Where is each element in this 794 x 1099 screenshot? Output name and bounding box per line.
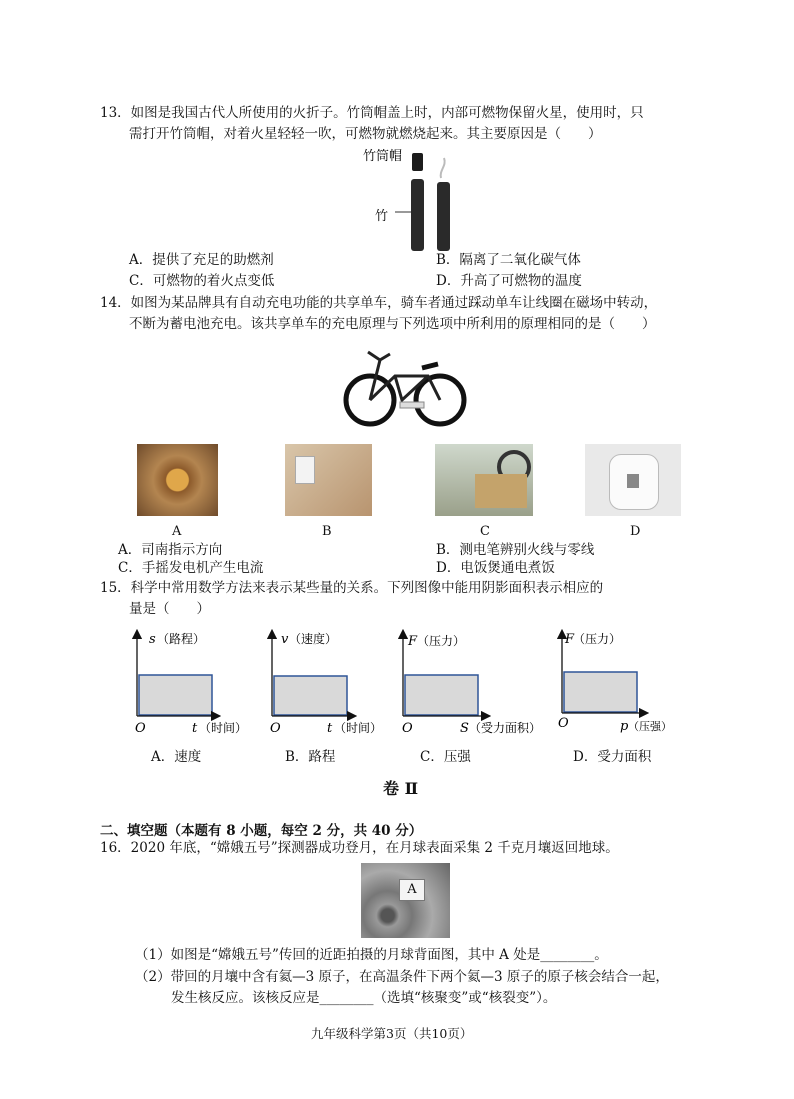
graph-caption-b: B．路程 [285,749,336,765]
q15-stem-line1: 15．科学中常用数学方法来表示某些量的关系。下列图像中能用阴影面积表示相应的 [100,580,604,596]
q16-sub2-line2: 发生核反应。该核反应是________（选填“核聚变”或“核裂变”）。 [171,990,557,1006]
svg-text:t: t [327,721,333,736]
graph-c [398,626,548,738]
svg-text:（速度）: （速度） [289,632,338,646]
svg-text:F: F [565,632,575,647]
q13-stem-line1: 13．如图是我国古代人所使用的火折子。竹筒帽盖上时，内部可燃物保留火星，使用时，只 [100,105,644,121]
part-title: 二、填空题（本题有 8 小题，每空 2 分，共 40 分） [100,823,423,839]
svg-text:v: v [281,632,289,647]
q13-stem-line2: 需打开竹筒帽，对着火星轻轻一吹，可燃物就燃烧起来。其主要原因是（ ） [129,126,602,142]
img-label-b: B [322,524,332,539]
svg-text:（路程）: （路程） [157,632,206,646]
q14-stem-line1: 14．如图为某品牌具有自动充电功能的共享单车，骑车者通过踩动单车让线圈在磁场中转动， [100,295,658,311]
moon-surface-image [361,863,450,938]
svg-text:（压强）: （压强） [628,720,672,733]
svg-text:O: O [270,721,281,736]
q14-option-c: C．手摇发电机产生电流 [118,560,264,576]
svg-text:F: F [408,634,418,649]
volume-title: 卷 Ⅱ [383,779,419,798]
svg-text:（时间）: （时间） [199,721,248,735]
q13-option-a: A．提供了充足的助燃剂 [129,252,274,268]
fig-label-bamboo: 竹 [375,209,389,224]
svg-text:（压力）: （压力） [573,632,622,646]
svg-text:S: S [460,721,469,736]
fire-starter-figure [355,144,465,256]
q13-option-c: C．可燃物的着火点变低 [129,273,275,289]
fig-label-cap: 竹筒帽 [363,149,403,164]
graph-caption-c: C．压强 [420,749,471,765]
hand-generator-image [435,444,533,516]
graph-caption-d: D．受力面积 [573,749,652,765]
img-label-c: C [480,524,490,539]
svg-text:（时间）: （时间） [334,721,383,735]
q14-option-a: A．司南指示方向 [118,542,223,558]
q14-stem-line2: 不断为蓄电池充电。该共享单车的充电原理与下列选项中所利用的原理相同的是（ ） [129,316,656,332]
q15-stem-line2: 量是（ ） [129,601,210,617]
q16-sub2-line1: （2）带回的月壤中含有氦—3 原子，在高温条件下两个氦—3 原子的原子核会结合一起， [135,969,669,985]
svg-text:p: p [620,719,629,734]
q14-option-d: D．电饭煲通电煮饭 [436,560,555,576]
img-label-d: D [630,524,641,539]
svg-text:t: t [192,721,198,736]
compass-sinan-image [137,444,218,516]
page-footer: 九年级科学第3页（共10页） [311,1026,473,1041]
svg-text:s: s [149,632,156,647]
img-label-a: A [172,524,182,539]
test-pen-image [285,444,372,516]
graph-b [264,626,404,738]
svg-text:O: O [558,716,569,731]
graph-caption-a: A．速度 [151,749,202,765]
q13-option-d: D．升高了可燃物的温度 [436,273,582,289]
q16-sub1: （1）如图是“嫦娥五号”传回的近距拍摄的月球背面图，其中 A 处是________。 [135,947,608,963]
moon-label-a: A [399,879,425,901]
q16-stem: 16．2020 年底，“嫦娥五号”探测器成功登月，在月球表面采集 2 千克月壤返回地球。 [100,840,619,856]
shared-bike-figure [340,338,470,430]
graph-a [128,626,268,738]
graph-d [556,626,696,738]
svg-text:（压力）: （压力） [417,634,466,648]
svg-text:O: O [402,721,413,736]
svg-text:（受力面积）: （受力面积） [469,721,542,735]
rice-cooker-image [585,444,681,516]
q13-option-b: B．隔离了二氧化碳气体 [436,252,581,268]
q14-option-b: B．测电笔辨别火线与零线 [436,542,595,558]
svg-text:O: O [135,721,146,736]
